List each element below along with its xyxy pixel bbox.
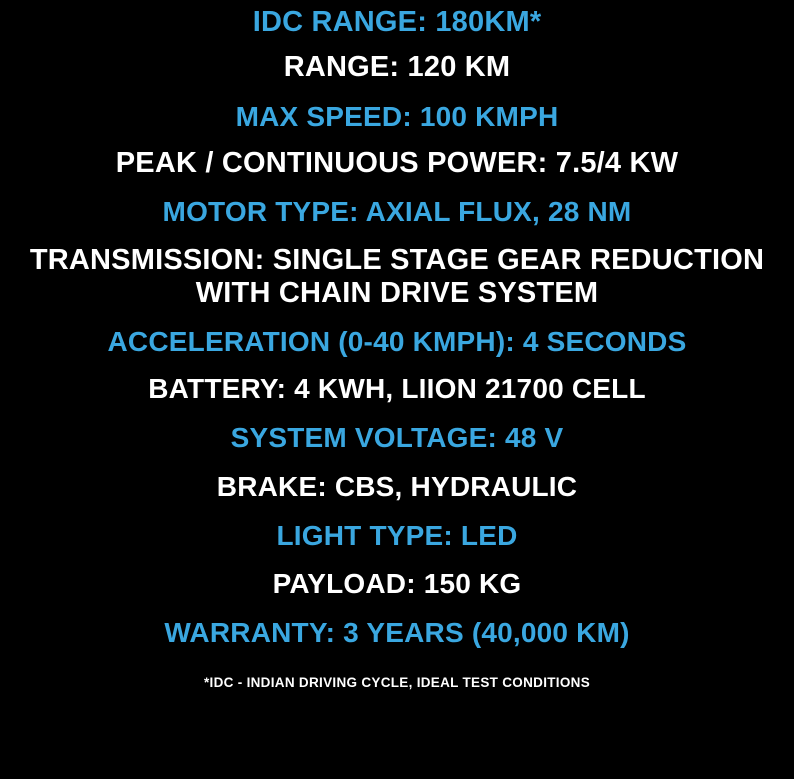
spec-line-motor-type: MOTOR TYPE: AXIAL FLUX, 28 NM (162, 195, 632, 227)
spec-line-max-speed: MAX SPEED: 100 KMPH (235, 100, 559, 132)
spec-line-light-type: LIGHT TYPE: LED (276, 519, 518, 551)
spec-line-transmission: TRANSMISSION: SINGLE STAGE GEAR REDUCTION WITH CHAIN DRIVE SYSTEM (29, 244, 765, 309)
footnote: *IDC - INDIAN DRIVING CYCLE, IDEAL TEST CONDITIONS (203, 674, 591, 690)
spec-line-payload: PAYLOAD: 150 KG (272, 567, 522, 599)
spec-line-idc-range: IDC RANGE: 180KM* (252, 6, 542, 38)
spec-line-warranty: WARRANTY: 3 YEARS (40,000 KM) (164, 617, 630, 649)
spec-line-system-voltage: SYSTEM VOLTAGE: 48 V (230, 421, 564, 453)
spec-line-brake: BRAKE: CBS, HYDRAULIC (216, 471, 578, 503)
spec-line-acceleration: ACCELERATION (0-40 KMPH): 4 SECONDS (107, 326, 687, 358)
spec-line-range: RANGE: 120 KM (283, 51, 511, 84)
spec-line-peak-continuous-power: PEAK / CONTINUOUS POWER: 7.5/4 KW (115, 147, 679, 180)
spec-line-battery: BATTERY: 4 KWH, LIION 21700 CELL (148, 373, 646, 405)
